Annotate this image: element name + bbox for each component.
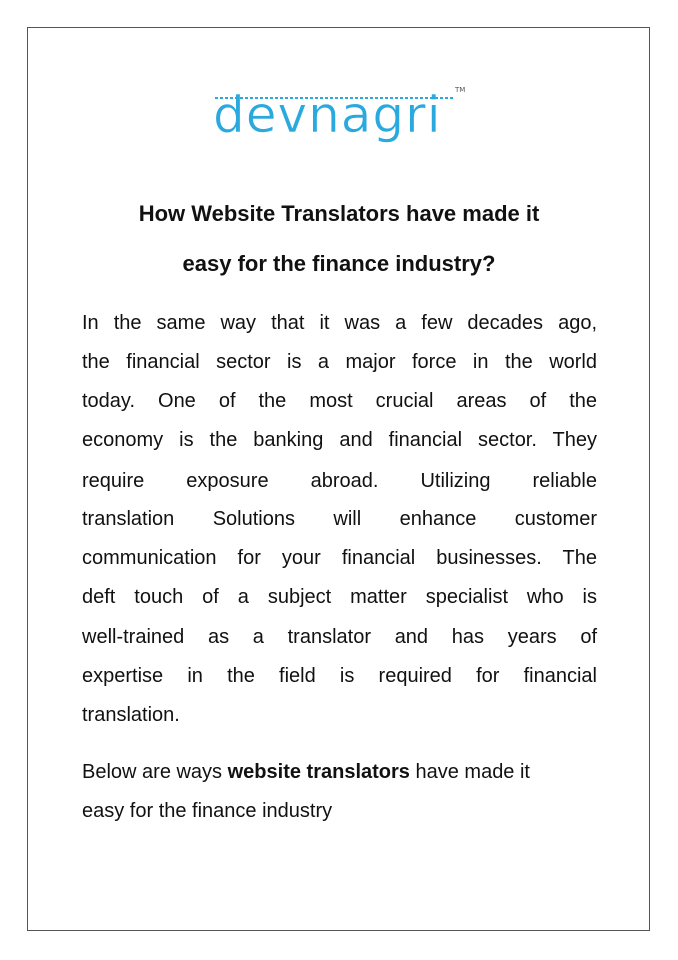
- intro-bold-keyword: website translators: [227, 761, 410, 783]
- body-line-11: translation.: [82, 704, 180, 726]
- trademark-mark: TM: [455, 86, 466, 94]
- page-title-line-2: easy for the finance industry?: [182, 251, 496, 276]
- body-line-7: communication for your financial businesses. The: [82, 547, 597, 569]
- body-line-1: In the same way that it was a few decades ago,: [82, 312, 597, 334]
- body-line-10: expertise in the field is required for financial: [82, 665, 597, 687]
- intro-line-2: easy for the finance industry: [82, 800, 333, 822]
- body-line-2: the financial sector is a major force in the world: [82, 351, 597, 373]
- logo-wordmark: devnagri: [213, 86, 442, 144]
- intro-prefix: Below are ways: [82, 761, 228, 783]
- body-line-8: deft touch of a subject matter specialist who is: [82, 586, 597, 608]
- intro-line-1: [82, 761, 597, 784]
- body-line-5: require exposure abroad. Utilizing reliable: [82, 470, 597, 492]
- body-line-3: today. One of the most crucial areas of the: [82, 390, 597, 412]
- devnagri-logo: [213, 80, 469, 154]
- body-line-4: economy is the banking and financial sector. They: [82, 429, 597, 451]
- body-line-6: translation Solutions will enhance customer: [82, 508, 597, 530]
- page-title-line-1: How Website Translators have made it: [138, 201, 540, 226]
- intro-suffix: have made it: [409, 761, 530, 783]
- body-line-9: well-trained as a translator and has years of: [82, 626, 597, 648]
